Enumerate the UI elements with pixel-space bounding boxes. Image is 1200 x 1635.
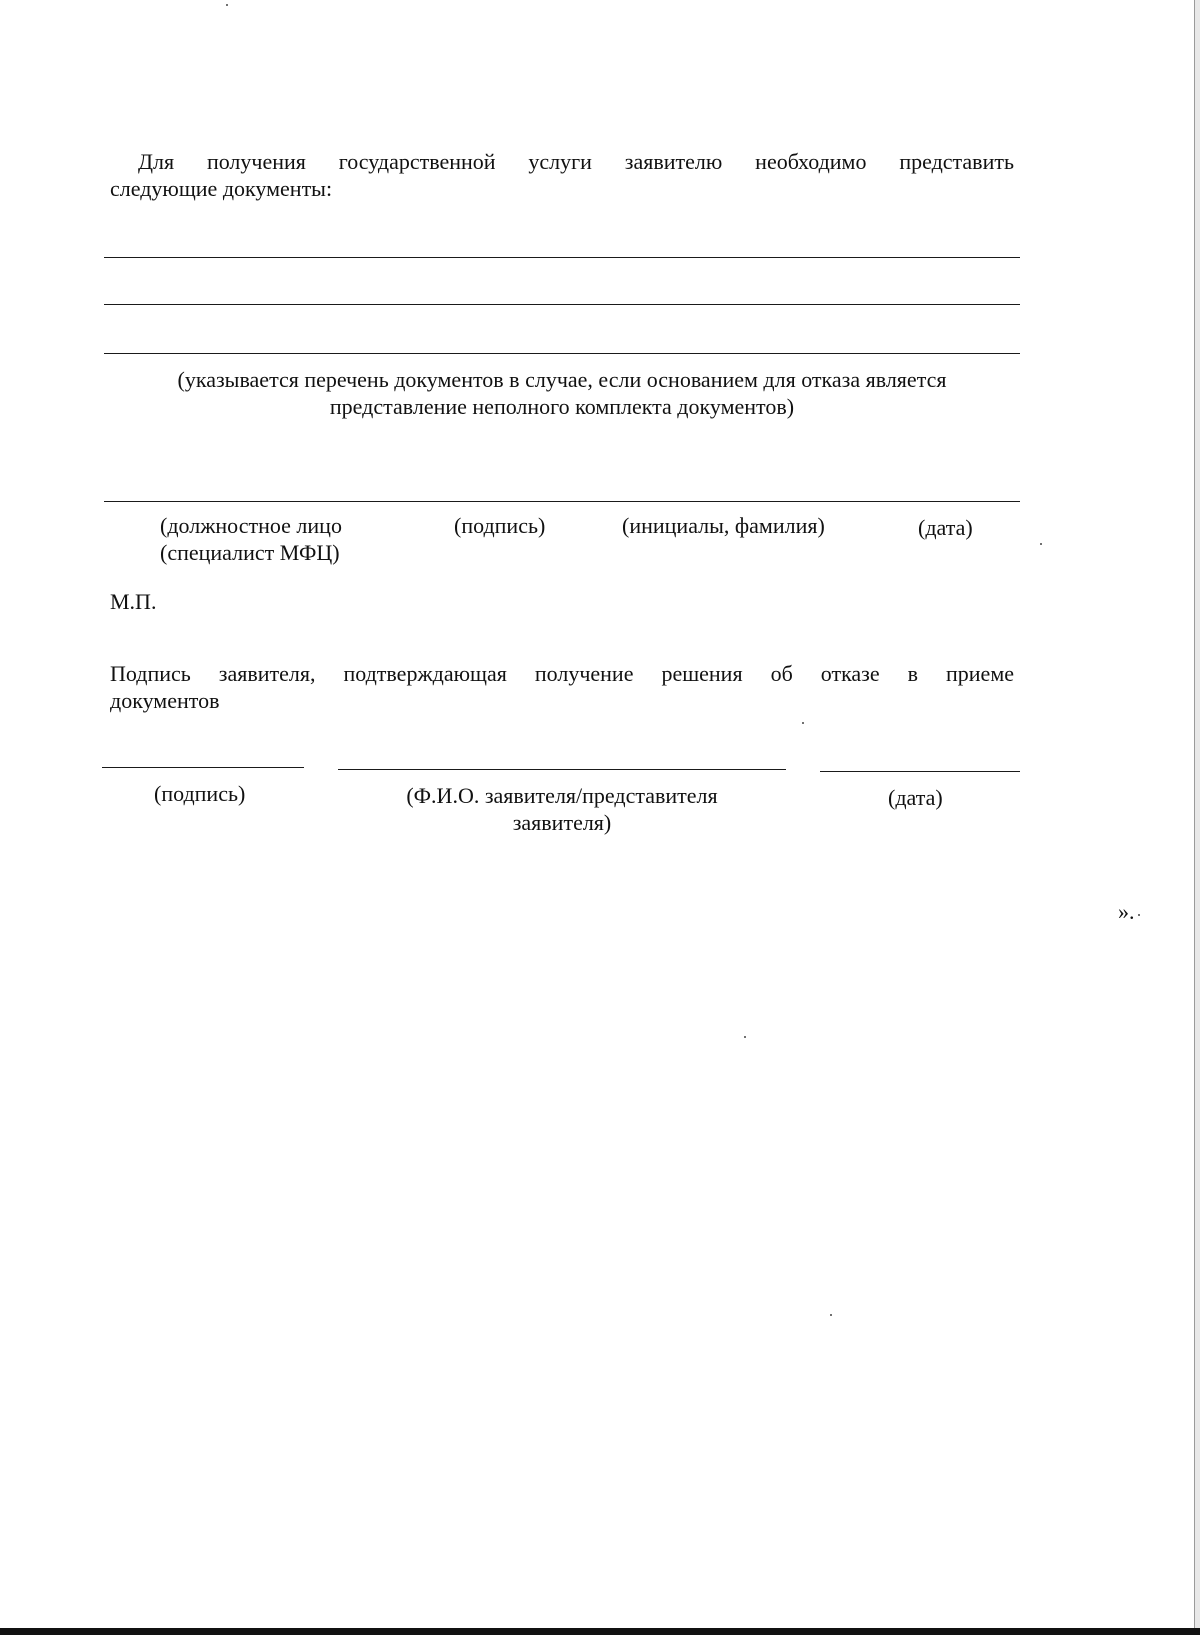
- closing-quote: ».: [1118, 899, 1135, 924]
- applicant-name-line-2: заявителя): [512, 810, 612, 835]
- intro-paragraph: [110, 148, 1014, 202]
- documents-note-line-1: (указывается перечень документов в случае, если основанием для отказа является: [177, 367, 947, 392]
- scan-speck: [802, 722, 804, 724]
- scan-speck: [830, 1314, 832, 1316]
- documents-blank-line-3: [104, 353, 1020, 354]
- intro-line-1: Для получения государственной услуги заявителю необходимо представить: [138, 149, 1014, 174]
- intro-line-2: следующие документы:: [110, 176, 333, 201]
- scan-speck: [744, 1036, 746, 1038]
- documents-note: [104, 366, 1020, 420]
- stamp-label: М.П.: [110, 589, 157, 614]
- official-signature-label: (подпись): [454, 513, 546, 538]
- applicant-statement-line-2: документов: [110, 688, 220, 713]
- scan-bottom-edge: [0, 1628, 1200, 1635]
- scan-speck: [1138, 914, 1140, 916]
- applicant-date-line: [820, 771, 1020, 772]
- documents-note-line-2: представление неполного комплекта документов): [329, 394, 795, 419]
- official-position-line-2: (специалист МФЦ): [160, 540, 340, 565]
- documents-blank-line-1: [104, 257, 1020, 258]
- applicant-name-line: [338, 769, 786, 770]
- applicant-signature-label: (подпись): [154, 781, 246, 806]
- applicant-name-label: [338, 782, 786, 836]
- applicant-statement-line-1: Подпись заявителя, подтверждающая получение решения об отказе в приеме: [110, 661, 1014, 686]
- scan-speck: [226, 4, 228, 6]
- scan-right-edge: [1194, 0, 1200, 1635]
- scan-speck: [1040, 543, 1042, 545]
- official-date-label: (дата): [918, 515, 973, 540]
- official-signature-line: [104, 501, 1020, 502]
- applicant-date-label: (дата): [888, 785, 943, 810]
- official-position-line-1: (должностное лицо: [160, 513, 342, 538]
- applicant-signature-line: [102, 767, 304, 768]
- official-name-label: (инициалы, фамилия): [622, 513, 825, 538]
- official-position-label: [160, 512, 342, 566]
- applicant-name-line-1: (Ф.И.О. заявителя/представителя: [406, 783, 718, 808]
- applicant-statement: [110, 660, 1014, 714]
- documents-blank-line-2: [104, 304, 1020, 305]
